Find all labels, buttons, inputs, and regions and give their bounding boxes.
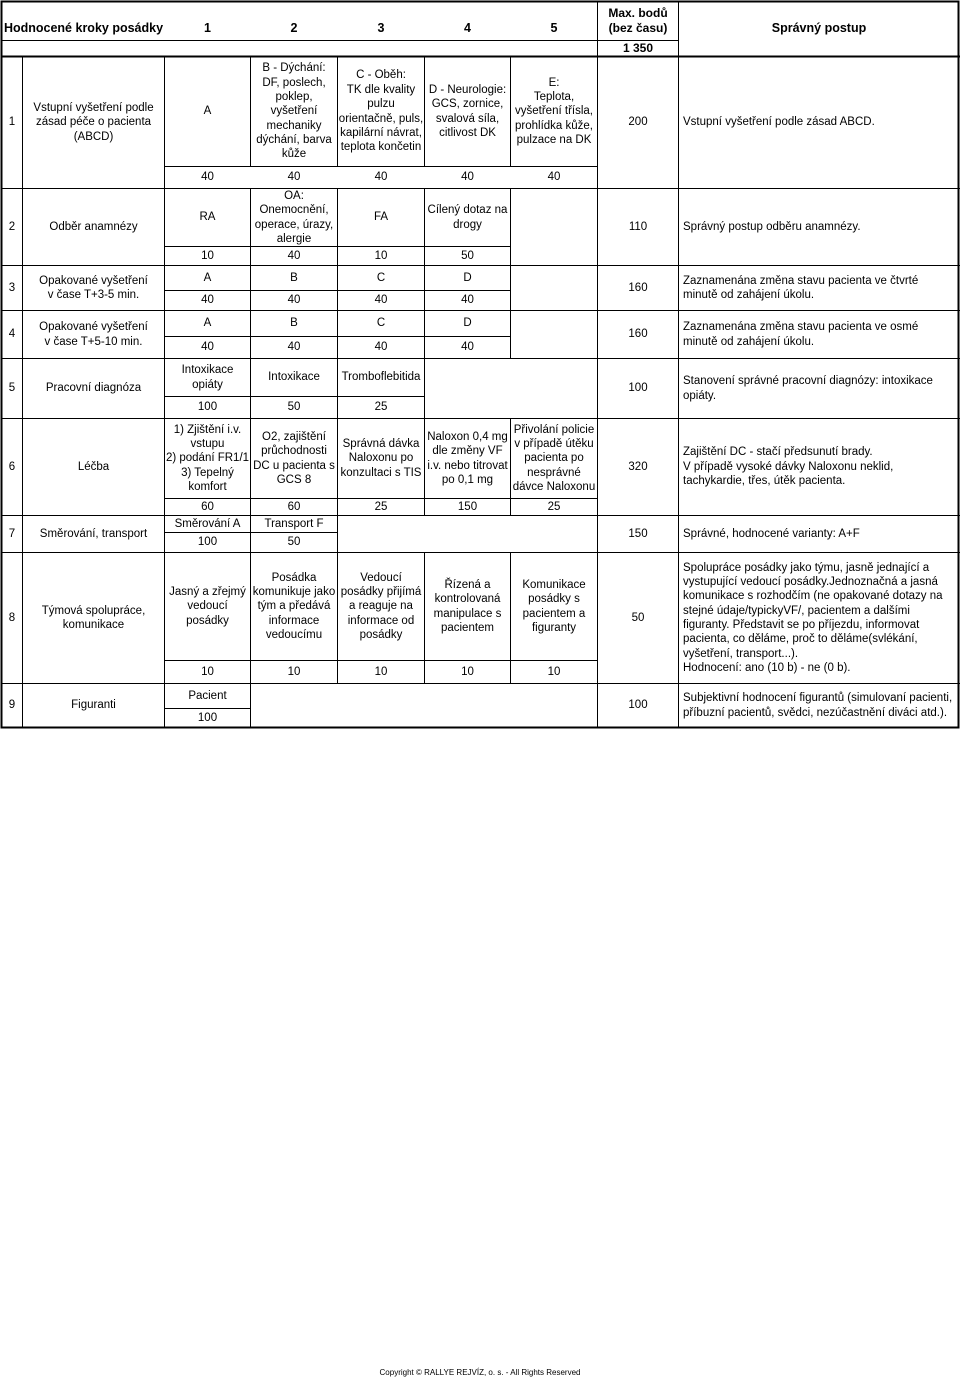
row-4-step-4: D: [463, 317, 472, 330]
row-8-step-5: Komunikace posádky s pacientem a figuranty: [522, 578, 586, 634]
row-5-points-3: 25: [374, 401, 388, 414]
row-1-step-4: D - Neurologie: GCS, zornice, svalová síla, citlivost DK: [428, 83, 507, 139]
row-2-name: Odběr anamnézy: [49, 220, 138, 233]
header-col-5: 5: [550, 21, 558, 36]
row-4-max: 160: [628, 328, 648, 341]
row-7-name: Směrování, transport: [39, 527, 148, 540]
row-6-step-5: Přivolání policie v případě útěku pacienta po nesprávné dávce Naloxonu: [512, 423, 596, 494]
row-2-points-4: 50: [461, 249, 474, 262]
row-5-number: 5: [8, 382, 16, 395]
row-2-step-4: Cílený dotaz na drogy: [427, 204, 508, 231]
row-4-points-4: 40: [461, 341, 474, 354]
row-8-step-1: Jasný a zřejmý vedoucí posádky: [169, 585, 246, 627]
row-6-step-2: O2, zajištění průchodnosti DC u pacienta s GCS 8: [253, 430, 335, 486]
row-3-points-4: 40: [461, 294, 474, 307]
row-1-points-5: 40: [547, 171, 561, 184]
row-9-max: 100: [628, 699, 648, 712]
row-5-correct: Stanovení správné pracovní diagnózy: intoxikace opiáty.: [683, 375, 933, 402]
row-1-step-3: C - Oběh: TK dle kvality pulzu orientačně, puls, kapilární návrat, teplota končetin: [338, 69, 424, 154]
header-max-points-label: Max. bodů (bez času): [608, 6, 668, 35]
row-5-name: Pracovní diagnóza: [45, 382, 142, 395]
row-1-max: 200: [628, 116, 648, 129]
row-4-number: 4: [8, 328, 16, 341]
header-correct-procedure: Správný postup: [771, 21, 867, 36]
row-5-step-1: Intoxikace opiáty: [181, 364, 234, 391]
row-6-max: 320: [628, 460, 648, 473]
row-5-step-3: Tromboflebitida: [341, 371, 421, 384]
row-6-number: 6: [8, 460, 16, 473]
row-9-name: Figuranti: [71, 699, 116, 712]
row-8-step-2: Posádka komunikuje jako tým a předává informace vedoucímu: [252, 571, 336, 642]
row-7-max: 150: [628, 527, 648, 540]
row-2-points-2: 40: [287, 249, 301, 262]
row-3-max: 160: [628, 281, 648, 294]
row-3-correct: Zaznamenána změna stavu pacienta ve čtvrté minutě od zahájení úkolu.: [683, 274, 919, 301]
row-9-number: 9: [8, 699, 16, 712]
row-9-correct: Subjektivní hodnocení figurantů (simulovaní pacienti, příbuzní pacientů, svědci, nezúčastnění diváci atd.).: [683, 692, 953, 719]
row-8-points-3: 10: [374, 665, 388, 678]
row-2-max: 110: [628, 220, 648, 233]
row-6-step-3: Správná dávka Naloxonu po konzultaci s TIS: [340, 437, 422, 479]
row-1-step-5: E: Teplota, vyšetření třísla, prohlídka kůže, pulzace na DK: [515, 76, 593, 147]
row-1-points-1: 40: [201, 171, 214, 184]
row-6-name: Léčba: [77, 460, 110, 473]
row-1-name: Vstupní vyšetření podle zásad péče o pacienta (ABCD): [33, 101, 154, 143]
row-9-points-1: 100: [197, 711, 218, 724]
row-8-points-2: 10: [287, 665, 301, 678]
row-2-step-1: RA: [199, 211, 216, 224]
row-8-step-3: Vedoucí posádky přijímá a reaguje na informace od posádky: [340, 571, 422, 642]
header-title: Hodnocené kroky posádky: [3, 21, 164, 36]
row-3-step-1: A: [203, 271, 212, 284]
row-5-max: 100: [628, 382, 648, 395]
row-1-correct: Vstupní vyšetření podle zásad ABCD.: [683, 116, 875, 129]
row-3-step-3: C: [376, 271, 386, 284]
header-col-2: 2: [290, 21, 298, 36]
row-1-step-1: A: [203, 105, 212, 118]
row-4-step-2: B: [290, 317, 298, 330]
row-6-points-5: 25: [547, 500, 561, 513]
row-6-points-1: 60: [201, 500, 214, 513]
row-6-step-4: Naloxon 0,4 mg dle změny VF i.v. nebo titrovat po 0,1 mg: [427, 430, 508, 486]
row-4-correct: Zaznamenána změna stavu pacienta ve osmé minutě od zahájení úkolu.: [683, 321, 919, 348]
row-8-name: Týmová spolupráce, komunikace: [41, 604, 146, 631]
row-8-number: 8: [8, 611, 16, 624]
row-6-step-1: 1) Zjištění i.v. vstupu 2) podání FR1/1 3) Tepelný komfort: [165, 423, 250, 494]
row-3-name: Opakované vyšetření v čase T+3-5 min.: [39, 274, 148, 301]
row-4-step-1: A: [203, 317, 212, 330]
row-2-step-2: OA: Onemocnění, operace, úrazy, alergie: [254, 189, 334, 245]
row-8-max: 50: [631, 611, 645, 624]
row-3-step-2: B: [290, 271, 298, 284]
row-5-step-2: Intoxikace: [268, 371, 320, 384]
row-9-step-1: Pacient: [188, 689, 227, 702]
row-2-number: 2: [8, 220, 16, 233]
row-1-number: 1: [8, 116, 16, 129]
header-col-1: 1: [204, 21, 211, 36]
row-3-points-3: 40: [374, 294, 388, 307]
row-1-points-4: 40: [461, 171, 474, 184]
row-8-step-4: Řízená a kontrolovaná manipulace s pacientem: [433, 578, 502, 634]
row-2-points-3: 10: [374, 249, 388, 262]
row-6-points-3: 25: [374, 500, 388, 513]
row-7-correct: Správné, hodnocené varianty: A+F: [683, 527, 860, 540]
row-7-number: 7: [8, 527, 16, 540]
row-8-points-4: 10: [461, 665, 474, 678]
row-8-points-1: 10: [201, 665, 214, 678]
header-col-3: 3: [377, 21, 385, 36]
row-2-points-1: 10: [201, 249, 214, 262]
row-4-step-3: C: [376, 317, 386, 330]
row-6-points-2: 60: [287, 500, 301, 513]
row-5-points-2: 50: [287, 401, 301, 414]
row-7-points-1: 100: [197, 536, 218, 549]
row-1-points-2: 40: [287, 171, 301, 184]
row-3-step-4: D: [463, 271, 472, 284]
copyright-footer: Copyright © RALLYE REJVÍZ, o. s. - All Rights Reserved: [379, 1368, 581, 1377]
row-4-points-3: 40: [374, 341, 388, 354]
row-3-points-1: 40: [201, 294, 214, 307]
row-4-points-2: 40: [287, 341, 301, 354]
row-3-points-2: 40: [287, 294, 301, 307]
row-8-points-5: 10: [547, 665, 561, 678]
row-2-correct: Správný postup odběru anamnézy.: [683, 220, 861, 233]
row-7-step-1: Směrování A: [174, 517, 241, 530]
row-5-points-1: 100: [197, 401, 218, 414]
header-col-4: 4: [464, 21, 471, 36]
row-1-step-2: B - Dýchání: DF, poslech, poklep, vyšetření mechaniky dýchání, barva kůže: [256, 62, 332, 161]
row-6-points-4: 150: [457, 500, 478, 513]
header-max-total: 1 350: [622, 41, 654, 55]
row-7-points-2: 50: [287, 536, 301, 549]
row-4-points-1: 40: [201, 341, 214, 354]
row-3-number: 3: [8, 281, 16, 294]
row-6-correct: Zajištění DC - stačí předsunutí brady. V případě vysoké dávky Naloxonu neklid, tachykardie, třes, útěk pacienta.: [683, 446, 894, 488]
row-1-points-3: 40: [374, 171, 388, 184]
row-8-correct: Spolupráce posádky jako týmu, jasně jednající a vystupující vedoucí posádky.Jednoznačná a jasná komunikace s rozhodčím (ne opakované dotazy na stejné údaje/typickyVF/, pacientem a dalšími figuranty. Představit se po příjezdu, informovat pacienta, co děláme, proč to děláme(svlékání, vyšetření, transport...). Hodnocení: ano (10 b) - ne (0 b).: [683, 561, 943, 675]
row-7-step-2: Transport F: [264, 517, 324, 530]
row-2-step-3: FA: [373, 211, 389, 224]
row-4-name: Opakované vyšetření v čase T+5-10 min.: [39, 321, 148, 348]
